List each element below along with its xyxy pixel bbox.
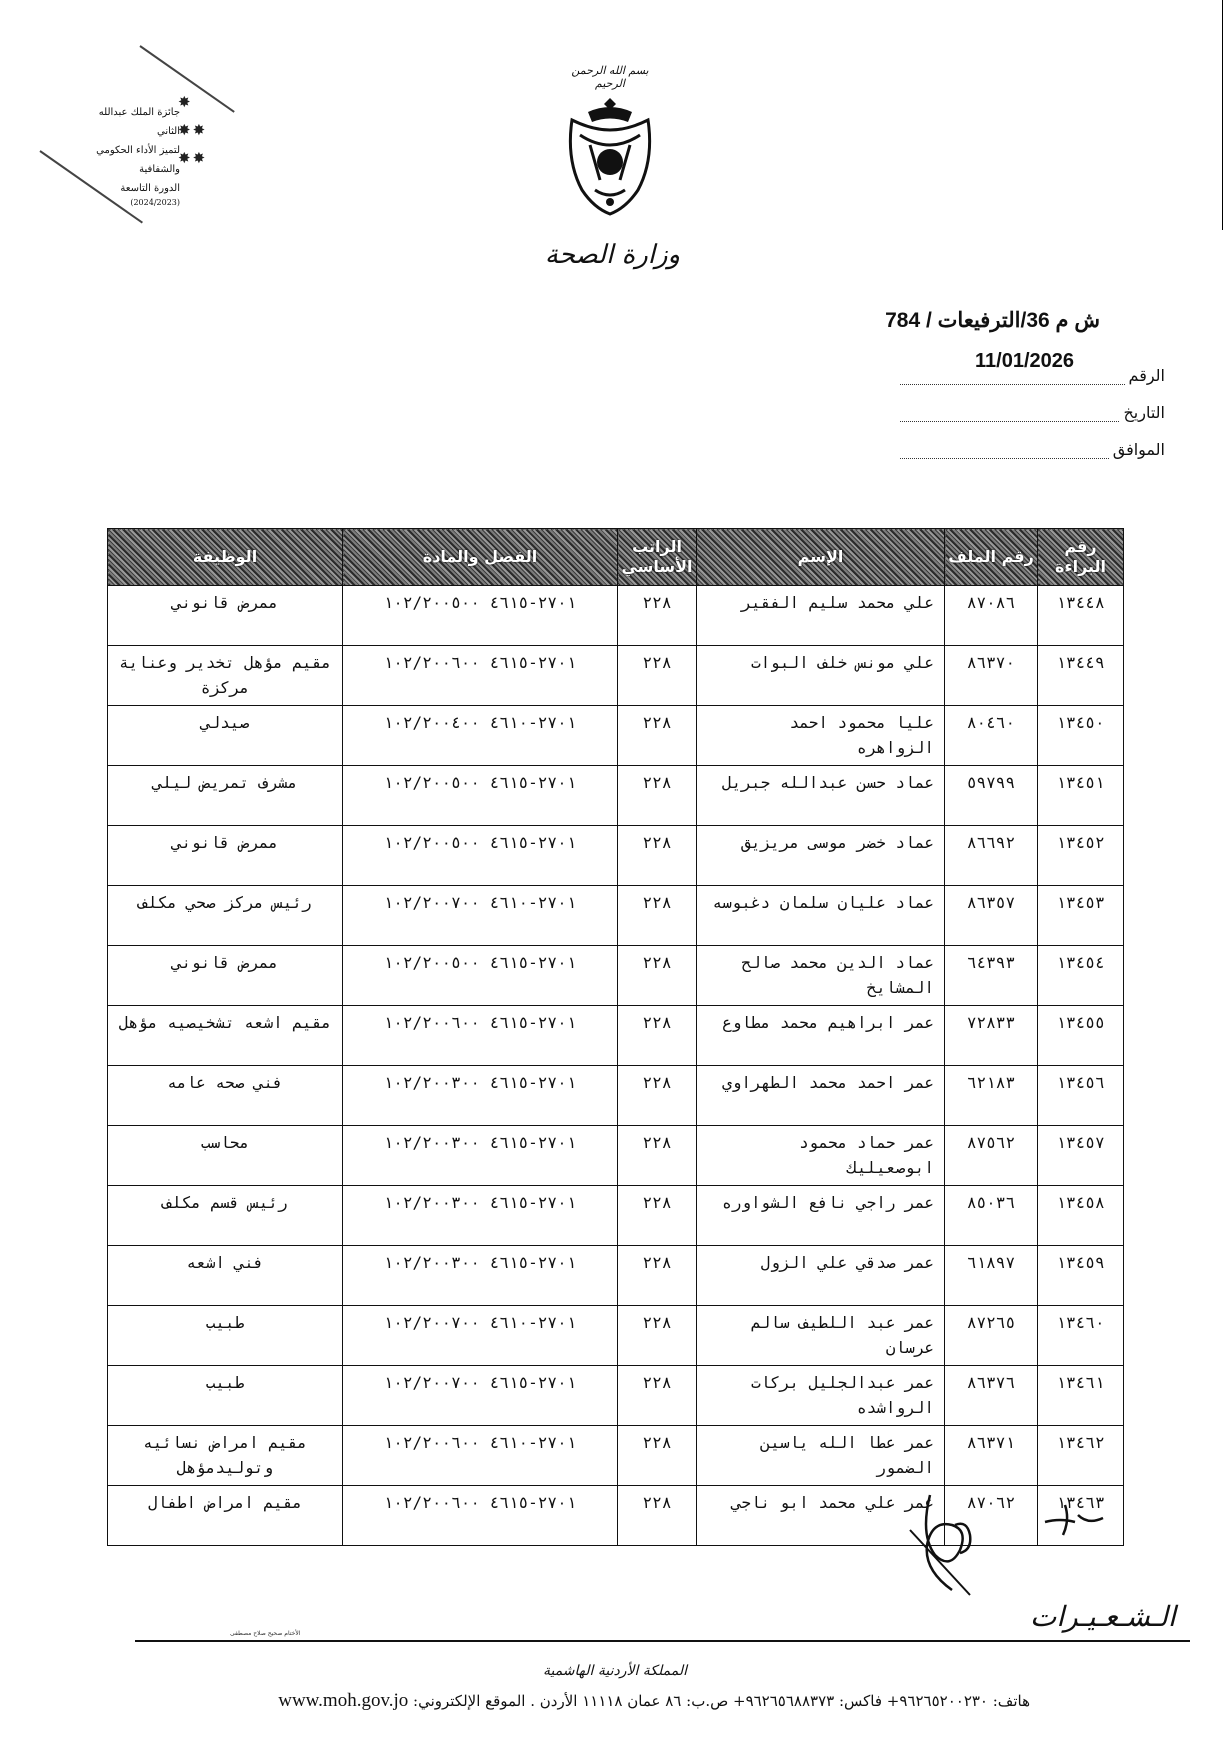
header-section: الفصل والمادة	[343, 529, 618, 586]
cell-salary: ٢٢٨	[618, 706, 697, 766]
cell-job: محاسب	[108, 1126, 343, 1186]
table-row	[108, 1006, 1124, 1066]
cell-salary: ٢٢٨	[618, 826, 697, 886]
cell-file: ٨٦٣٧١	[945, 1426, 1038, 1486]
cell-section: ٢٧٠١-٤٦١٥ ١٠٢/٢٠٠٣٠٠	[343, 1186, 618, 1246]
website-link[interactable]: www.moh.gov.jo	[278, 1690, 409, 1711]
cell-job: رئيس مركز صحي مكلف	[108, 886, 343, 946]
cell-job: مقيم امراض اطفال	[108, 1486, 343, 1546]
cell-seq: ١٣٤٥٨	[1038, 1186, 1124, 1246]
table-row	[108, 886, 1124, 946]
table-row	[108, 706, 1124, 766]
number-field	[900, 363, 1165, 385]
cell-job: فني صحه عامه	[108, 1066, 343, 1126]
cell-job: مقيم مؤهل تخدير وعناية مركزة	[108, 646, 343, 706]
cell-file: ٥٩٧٩٩	[945, 766, 1038, 826]
cell-name: عمر حماد محمود ابوصعيليك	[697, 1126, 945, 1186]
cell-seq: ١٣٤٦٣	[1038, 1486, 1124, 1546]
cell-salary: ٢٢٨	[618, 766, 697, 826]
cell-section: ٢٧٠١-٤٦١٥ ١٠٢/٢٠٠٥٠٠	[343, 766, 618, 826]
table-row	[108, 946, 1124, 1006]
bismillah: بسم الله الرحمن الرحيم	[571, 64, 649, 90]
table-row	[108, 1126, 1124, 1186]
cell-seq: ١٣٤٥٤	[1038, 946, 1124, 1006]
header-name: الإسم	[697, 529, 945, 586]
date-field	[900, 400, 1165, 422]
cell-name: عمر راجي نافع الشواوره	[697, 1186, 945, 1246]
cell-file: ٧٢٨٣٣	[945, 1006, 1038, 1066]
cell-salary: ٢٢٨	[618, 886, 697, 946]
cell-section: ٢٧٠١-٤٦١٥ ١٠٢/٢٠٠٥٠٠	[343, 946, 618, 1006]
cell-name: عليا محمود احمد الزواهره	[697, 706, 945, 766]
promotions-table	[107, 528, 1124, 1546]
cell-seq: ١٣٤٥٣	[1038, 886, 1124, 946]
cell-name: عماد حسن عبدالله جبريل	[697, 766, 945, 826]
date-dots	[900, 407, 1119, 422]
cell-job: ممرض قانوني	[108, 946, 343, 1006]
table-row	[108, 586, 1124, 646]
cell-file: ٨٧٠٦٢	[945, 1486, 1038, 1546]
cell-file: ٦٢١٨٣	[945, 1066, 1038, 1126]
cell-job: صيدلي	[108, 706, 343, 766]
corresponding-label: الموافق	[1112, 440, 1165, 459]
cell-seq: ١٣٤٥٩	[1038, 1246, 1124, 1306]
cell-seq: ١٣٤٤٨	[1038, 586, 1124, 646]
table-row	[108, 1306, 1124, 1366]
signature-image	[900, 1490, 1010, 1600]
reference-number: ش م 36/الترفيعات / 784	[885, 309, 1100, 332]
cell-section: ٢٧٠١-٤٦١٥ ١٠٢/٢٠٠٥٠٠	[343, 826, 618, 886]
cell-salary: ٢٢٨	[618, 946, 697, 1006]
award-text	[90, 103, 180, 208]
cell-salary: ٢٢٨	[618, 1246, 697, 1306]
cell-salary: ٢٢٨	[618, 646, 697, 706]
cell-job: مقيم اشعه تشخيصيه مؤهل	[108, 1006, 343, 1066]
cell-section: ٢٧٠١-٤٦١٥ ١٠٢/٢٠٠٣٠٠	[343, 1066, 618, 1126]
cell-file: ٨٧٥٦٢	[945, 1126, 1038, 1186]
cell-salary: ٢٢٨	[618, 586, 697, 646]
footer-country: المملكة الأردنية الهاشمية	[542, 1663, 688, 1679]
award-stars-icon: ✸ ✸✸ ✸✸	[178, 93, 208, 167]
cell-job: طبيب	[108, 1306, 343, 1366]
footer-contact	[200, 1690, 1030, 1712]
cell-section: ٢٧٠١-٤٦١٠ ١٠٢/٢٠٠٧٠٠	[343, 1306, 618, 1366]
footer-contact-text: هاتف: ٩٦٢٦٥٢٠٠٢٣٠+ فاكس: ٩٦٢٦٥٦٨٨٣٧٣+ ص.ب: ٨٦ عمان ١١١١٨ الأردن . الموقع الإلكتروني:	[413, 1692, 1030, 1710]
header-seq: رقم البراءة	[1038, 529, 1124, 586]
cell-section: ٢٧٠١-٤٦١٥ ١٠٢/٢٠٠٦٠٠	[343, 646, 618, 706]
corresponding-field	[900, 437, 1165, 459]
table-row	[108, 646, 1124, 706]
cell-section: ٢٧٠١-٤٦١٥ ١٠٢/٢٠٠٦٠٠	[343, 1486, 618, 1546]
header-job: الوظيفة	[108, 529, 343, 586]
cell-salary: ٢٢٨	[618, 1366, 697, 1426]
cell-salary: ٢٢٨	[618, 1126, 697, 1186]
table-row	[108, 766, 1124, 826]
cell-job: طبيب	[108, 1366, 343, 1426]
table-row	[108, 1186, 1124, 1246]
cell-section: ٢٧٠١-٤٦١٠ ١٠٢/٢٠٠٦٠٠	[343, 1426, 618, 1486]
signatory-name: الـشـعـيـرات	[1030, 1600, 1176, 1633]
cell-job: مقيم امراض نسائيه وتوليدمؤهل	[108, 1426, 343, 1486]
header-salary: الراتب الأساسي	[618, 529, 697, 586]
cell-seq: ١٣٤٥٦	[1038, 1066, 1124, 1126]
award-line-4: (2024/2023)	[130, 198, 180, 207]
cell-name: عماد خضر موسى مريزيق	[697, 826, 945, 886]
footer-divider	[135, 1640, 1190, 1642]
cell-seq: ١٣٤٤٩	[1038, 646, 1124, 706]
cell-section: ٢٧٠١-٤٦١٥ ١٠٢/٢٠٠٣٠٠	[343, 1246, 618, 1306]
ministry-name: وزارة الصحة	[544, 240, 681, 270]
cell-name: عمر عبدالجليل بركات الرواشده	[697, 1366, 945, 1426]
cell-section: ٢٧٠١-٤٦١٥ ١٠٢/٢٠٠٧٠٠	[343, 1366, 618, 1426]
cell-name: عمر احمد محمد الطهراوي	[697, 1066, 945, 1126]
cell-job: ممرض قانوني	[108, 586, 343, 646]
cell-section: ٢٧٠١-٤٦١٠ ١٠٢/٢٠٠٤٠٠	[343, 706, 618, 766]
cell-seq: ١٣٤٥١	[1038, 766, 1124, 826]
award-line-3: الدورة التاسعة	[120, 183, 180, 194]
initials-image	[1040, 1500, 1110, 1540]
corresponding-dots	[900, 444, 1109, 459]
cell-file: ٨٧٢٦٥	[945, 1306, 1038, 1366]
cell-job: رئيس قسم مكلف	[108, 1186, 343, 1246]
date-label: التاريخ	[1123, 403, 1165, 422]
cell-salary: ٢٢٨	[618, 1066, 697, 1126]
cell-file: ٨٦٣٧٠	[945, 646, 1038, 706]
award-line-1: جائزة الملك عبدالله الثاني	[98, 107, 180, 137]
table-header-row	[108, 529, 1124, 586]
cell-section: ٢٧٠١-٤٦١٠ ١٠٢/٢٠٠٧٠٠	[343, 886, 618, 946]
cell-name: علي مونس خلف البوات	[697, 646, 945, 706]
header-file: رقم الملف	[945, 529, 1038, 586]
cell-salary: ٢٢٨	[618, 1306, 697, 1366]
cell-name: عمر عطا الله ياسين الضمور	[697, 1426, 945, 1486]
cell-file: ٨٠٤٦٠	[945, 706, 1038, 766]
cell-salary: ٢٢٨	[618, 1486, 697, 1546]
cell-salary: ٢٢٨	[618, 1006, 697, 1066]
cell-seq: ١٣٤٦٠	[1038, 1306, 1124, 1366]
cell-job: مشرف تمريض ليلي	[108, 766, 343, 826]
cell-section: ٢٧٠١-٤٦١٥ ١٠٢/٢٠٠٣٠٠	[343, 1126, 618, 1186]
cell-file: ٦١٨٩٧	[945, 1246, 1038, 1306]
cell-seq: ١٣٤٥٧	[1038, 1126, 1124, 1186]
cell-seq: ١٣٤٦٢	[1038, 1426, 1124, 1486]
number-label: الرقم	[1128, 366, 1165, 385]
cell-seq: ١٣٤٥٥	[1038, 1006, 1124, 1066]
cell-salary: ٢٢٨	[618, 1426, 697, 1486]
coat-of-arms-icon	[560, 90, 660, 220]
cell-name: عمر عبد اللطيف سالم عرسان	[697, 1306, 945, 1366]
cell-seq: ١٣٤٥٢	[1038, 826, 1124, 886]
cell-file: ٦٤٣٩٣	[945, 946, 1038, 1006]
cell-name: عمر ابراهيم محمد مطاوع	[697, 1006, 945, 1066]
date-value: 11/01/2026	[975, 350, 1074, 372]
cell-section: ٢٧٠١-٤٦١٥ ١٠٢/٢٠٠٥٠٠	[343, 586, 618, 646]
table-row	[108, 1366, 1124, 1426]
cell-name: عماد عليان سلمان دغبوسه	[697, 886, 945, 946]
cell-section: ٢٧٠١-٤٦١٥ ١٠٢/٢٠٠٦٠٠	[343, 1006, 618, 1066]
cell-name: عمر علي محمد ابو ناجي	[697, 1486, 945, 1546]
footer-note: الأختام صحيح صلاح مصطفى	[230, 1630, 301, 1637]
table-row	[108, 1246, 1124, 1306]
cell-name: علي محمد سليم الفقير	[697, 586, 945, 646]
table-row	[108, 1426, 1124, 1486]
cell-job: ممرض قانوني	[108, 826, 343, 886]
cell-name: عماد الدين محمد صالح المشايخ	[697, 946, 945, 1006]
cell-file: ٨٧٠٨٦	[945, 586, 1038, 646]
cell-file: ٨٥٠٣٦	[945, 1186, 1038, 1246]
cell-seq: ١٣٤٦١	[1038, 1366, 1124, 1426]
cell-job: فني اشعه	[108, 1246, 343, 1306]
cell-name: عمر صدقي علي الزول	[697, 1246, 945, 1306]
cell-seq: ١٣٤٥٠	[1038, 706, 1124, 766]
cell-file: ٨٦٦٩٢	[945, 826, 1038, 886]
table-row	[108, 826, 1124, 886]
award-line-2: لتميز الأداء الحكومي والشفافية	[96, 145, 180, 175]
number-dots	[900, 370, 1125, 385]
cell-salary: ٢٢٨	[618, 1186, 697, 1246]
award-stamp	[40, 45, 180, 235]
cell-file: ٨٦٣٧٦	[945, 1366, 1038, 1426]
cell-file: ٨٦٣٥٧	[945, 886, 1038, 946]
table-row	[108, 1066, 1124, 1126]
